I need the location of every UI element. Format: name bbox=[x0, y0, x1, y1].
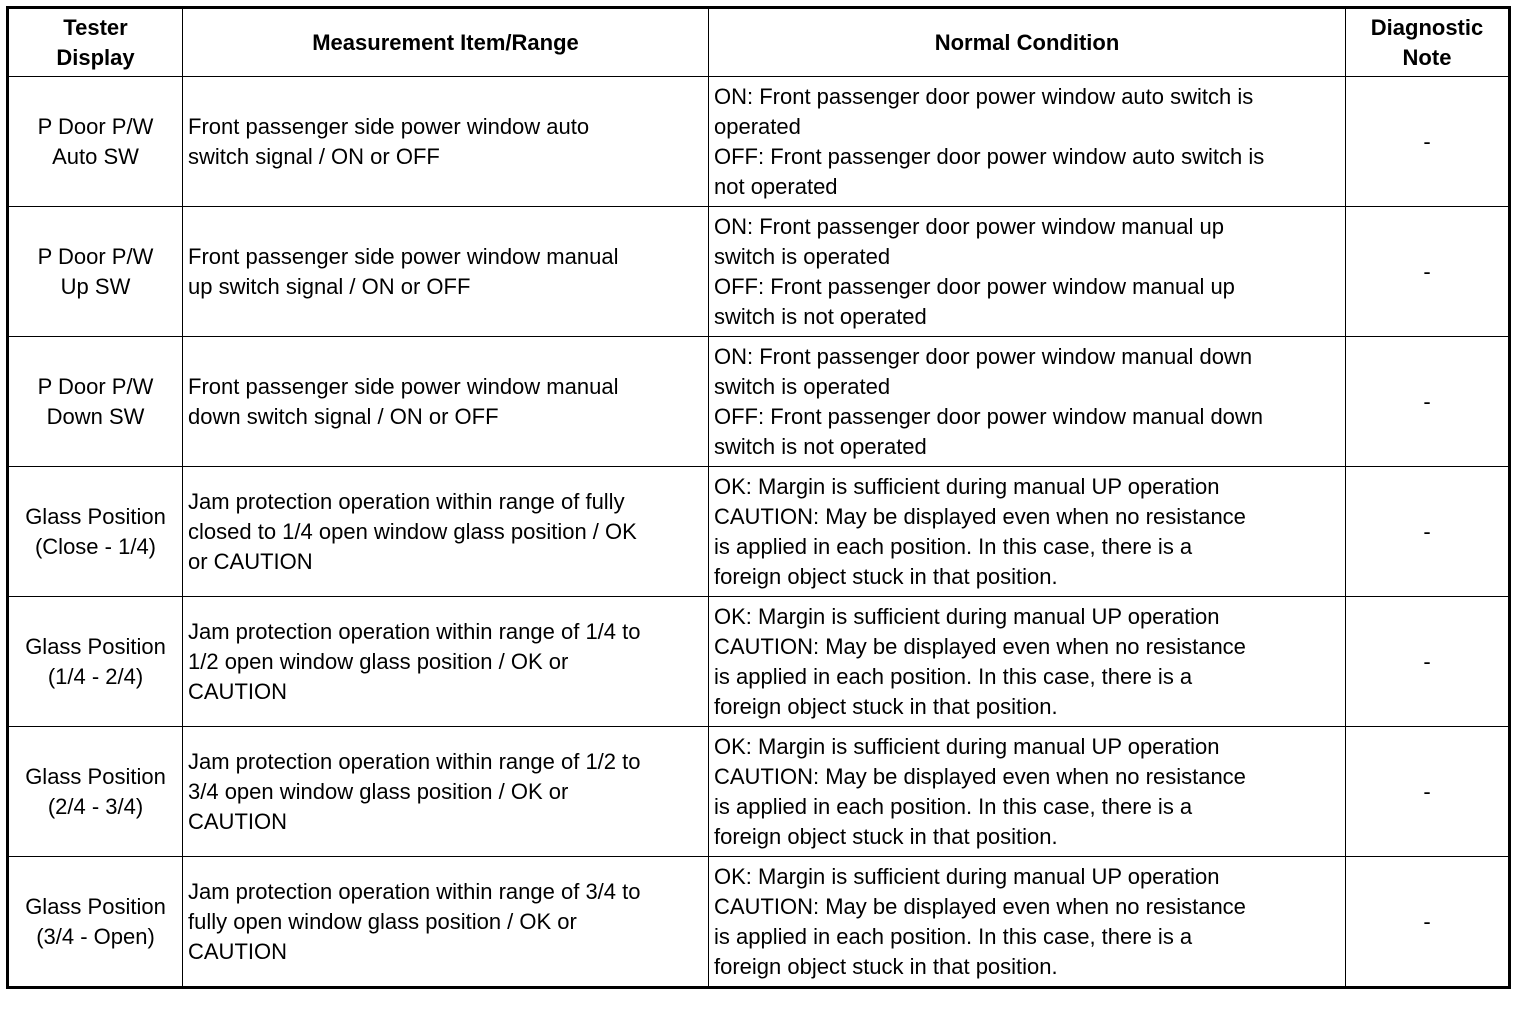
header-normal-condition: Normal Condition bbox=[709, 8, 1346, 77]
tester-display-cell: P Door P/W Up SW bbox=[8, 207, 183, 337]
measurement-item-cell: Front passenger side power window manual down switch signal / ON or OFF bbox=[183, 337, 709, 467]
diagnostic-note-cell: - bbox=[1346, 727, 1510, 857]
header-diagnostic-note: Diagnostic Note bbox=[1346, 8, 1510, 77]
tester-display-cell: P Door P/W Auto SW bbox=[8, 77, 183, 207]
normal-condition-cell: OK: Margin is sufficient during manual UP operation CAUTION: May be displayed even when no resistance is applied in each position. In this case, there is a foreign object stuck in that position. bbox=[709, 857, 1346, 988]
diagnostic-note-cell: - bbox=[1346, 857, 1510, 988]
normal-condition-cell: ON: Front passenger door power window manual down switch is operated OFF: Front passenger door power window manual down switch is not operated bbox=[709, 337, 1346, 467]
table-row bbox=[8, 337, 1510, 467]
diagnostic-note-cell: - bbox=[1346, 77, 1510, 207]
header-tester-display: Tester Display bbox=[8, 8, 183, 77]
table-row bbox=[8, 597, 1510, 727]
header-measurement-item: Measurement Item/Range bbox=[183, 8, 709, 77]
diagnostic-data-table bbox=[6, 6, 1511, 989]
table-row bbox=[8, 77, 1510, 207]
normal-condition-cell: OK: Margin is sufficient during manual UP operation CAUTION: May be displayed even when no resistance is applied in each position. In this case, there is a foreign object stuck in that position. bbox=[709, 467, 1346, 597]
table-row bbox=[8, 207, 1510, 337]
tester-display-cell: Glass Position (2/4 - 3/4) bbox=[8, 727, 183, 857]
tester-display-cell: Glass Position (1/4 - 2/4) bbox=[8, 597, 183, 727]
measurement-item-cell: Jam protection operation within range of 1/4 to 1/2 open window glass position / OK or CAUTION bbox=[183, 597, 709, 727]
table-row bbox=[8, 727, 1510, 857]
normal-condition-cell: ON: Front passenger door power window auto switch is operated OFF: Front passenger door power window auto switch is not operated bbox=[709, 77, 1346, 207]
measurement-item-cell: Jam protection operation within range of 1/2 to 3/4 open window glass position / OK or CAUTION bbox=[183, 727, 709, 857]
tester-display-cell: Glass Position (3/4 - Open) bbox=[8, 857, 183, 988]
measurement-item-cell: Jam protection operation within range of fully closed to 1/4 open window glass position / OK or CAUTION bbox=[183, 467, 709, 597]
diagnostic-note-cell: - bbox=[1346, 337, 1510, 467]
tester-display-cell: Glass Position (Close - 1/4) bbox=[8, 467, 183, 597]
header-row bbox=[8, 8, 1510, 77]
measurement-item-cell: Front passenger side power window auto switch signal / ON or OFF bbox=[183, 77, 709, 207]
measurement-item-cell: Jam protection operation within range of 3/4 to fully open window glass position / OK or CAUTION bbox=[183, 857, 709, 988]
diagnostic-note-cell: - bbox=[1346, 207, 1510, 337]
measurement-item-cell: Front passenger side power window manual up switch signal / ON or OFF bbox=[183, 207, 709, 337]
table-row bbox=[8, 467, 1510, 597]
normal-condition-cell: ON: Front passenger door power window manual up switch is operated OFF: Front passenger door power window manual up switch is not operated bbox=[709, 207, 1346, 337]
diagnostic-note-cell: - bbox=[1346, 467, 1510, 597]
tester-display-cell: P Door P/W Down SW bbox=[8, 337, 183, 467]
table-row bbox=[8, 857, 1510, 988]
normal-condition-cell: OK: Margin is sufficient during manual UP operation CAUTION: May be displayed even when no resistance is applied in each position. In this case, there is a foreign object stuck in that position. bbox=[709, 727, 1346, 857]
normal-condition-cell: OK: Margin is sufficient during manual UP operation CAUTION: May be displayed even when no resistance is applied in each position. In this case, there is a foreign object stuck in that position. bbox=[709, 597, 1346, 727]
diagnostic-note-cell: - bbox=[1346, 597, 1510, 727]
